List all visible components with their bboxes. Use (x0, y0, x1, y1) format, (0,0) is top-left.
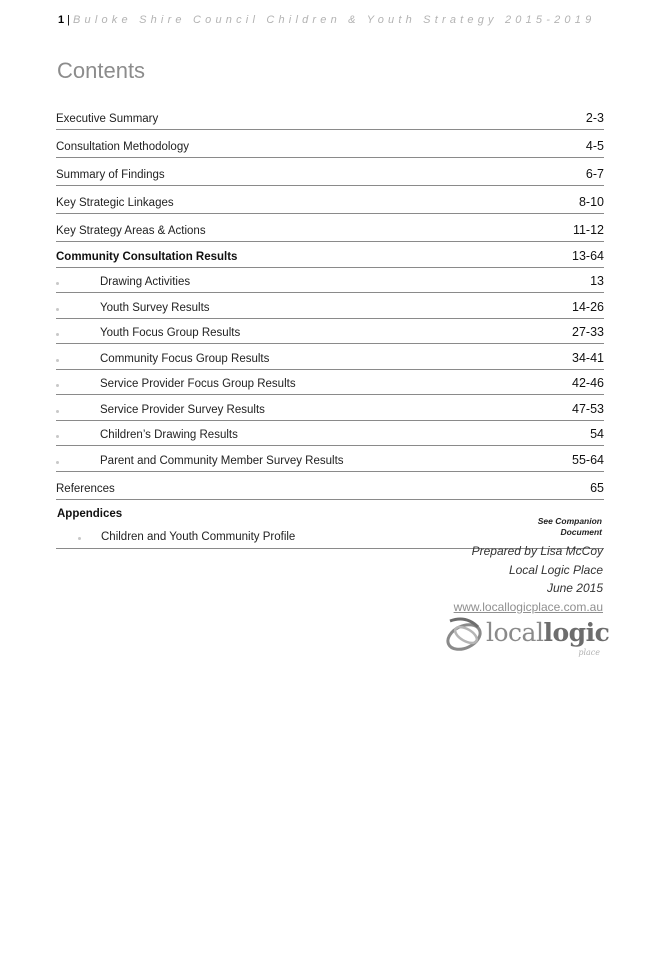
toc-entry-label (56, 302, 210, 314)
toc-row[interactable] (56, 186, 604, 214)
swirl-logo-icon (444, 613, 488, 661)
toc-entry-page: 27-33 (572, 325, 604, 339)
toc-entry-page: 6-7 (585, 167, 604, 181)
toc-entry-label (56, 276, 190, 288)
header-separator: | (67, 14, 70, 26)
organisation: Local Logic Place (508, 562, 603, 577)
toc-row[interactable] (56, 344, 604, 370)
toc-row[interactable] (56, 130, 604, 158)
website-link[interactable]: www.locallogicplace.com.au (453, 599, 603, 614)
toc-row[interactable] (56, 370, 604, 396)
toc-entry-text: Youth Focus Group Results (100, 327, 241, 339)
appendix-item[interactable] (78, 531, 295, 543)
toc-entry-text: Children’s Drawing Results (100, 429, 238, 441)
toc-row[interactable] (56, 214, 604, 242)
toc-entry-text: Drawing Activities (100, 276, 191, 288)
toc-entry-label: References (56, 482, 115, 495)
logo-wordmark (486, 618, 609, 647)
toc-entry-label (56, 327, 240, 339)
toc-entry-label (56, 378, 296, 390)
toc-row[interactable] (56, 102, 604, 130)
toc-entry-label: Consultation Methodology (56, 141, 189, 153)
header-title: Buloke Shire Council Children & Youth Strategy 2015-2019 (72, 14, 596, 26)
table-of-contents (56, 102, 604, 549)
toc-entry-page: 13 (590, 274, 604, 288)
page-header (58, 14, 595, 26)
page-number: 1 (58, 14, 65, 26)
logo-tag: place (578, 648, 600, 657)
toc-row[interactable] (56, 319, 604, 345)
prepared-by: Prepared by Lisa McCoy (471, 544, 603, 558)
toc-row[interactable] (56, 242, 604, 268)
toc-entry-page: 13-64 (572, 248, 604, 263)
toc-row[interactable] (56, 446, 604, 472)
toc-entry-label (56, 455, 344, 467)
toc-rows (56, 102, 604, 500)
toc-entry-page: 4-5 (585, 139, 604, 153)
toc-row[interactable] (56, 472, 604, 500)
toc-entry-label: Key Strategic Linkages (56, 197, 174, 209)
appendices-label: Appendices (57, 507, 123, 520)
toc-row[interactable] (56, 421, 604, 447)
toc-entry-page: 11-12 (572, 223, 604, 237)
toc-entry-text: Community Focus Group Results (100, 352, 270, 365)
toc-entry-page: 14-26 (572, 299, 604, 314)
toc-entry-page: 55-64 (572, 452, 604, 467)
toc-entry-label (56, 353, 269, 365)
toc-entry-text: Service Provider Survey Results (100, 403, 265, 416)
toc-entry-page: 47-53 (572, 401, 604, 416)
toc-entry-label: Summary of Findings (56, 169, 165, 181)
toc-entry-page: 2-3 (585, 111, 604, 125)
toc-entry-label: Community Consultation Results (56, 250, 238, 263)
locallogic-logo (444, 611, 610, 663)
page-title: Contents (57, 58, 146, 83)
date: June 2015 (546, 581, 603, 595)
toc-entry-text: Service Provider Focus Group Results (100, 378, 296, 390)
toc-row[interactable] (56, 158, 604, 186)
toc-entry-text: Youth Survey Results (100, 301, 210, 314)
toc-row[interactable] (56, 395, 604, 421)
toc-entry-label: Executive Summary (56, 113, 159, 125)
credits (454, 542, 603, 616)
toc-entry-page: 42-46 (572, 376, 604, 390)
toc-entry-label (56, 404, 265, 416)
toc-entry-page: 65 (590, 480, 604, 495)
appendix-item-label: Children and Youth Community Profile (101, 530, 296, 543)
toc-entry-page: 8-10 (578, 195, 604, 209)
toc-entry-label: Key Strategy Areas & Actions (56, 225, 206, 237)
toc-entry-label (56, 429, 238, 441)
logo-word-light: local (486, 618, 544, 647)
companion-line2: Document (560, 526, 602, 537)
logo-word-bold: logic (543, 618, 610, 647)
toc-entry-text: Parent and Community Member Survey Results (100, 454, 344, 467)
toc-entry-page: 54 (590, 427, 604, 441)
toc-row[interactable] (56, 268, 604, 294)
companion-line1: See Companion (537, 515, 602, 526)
toc-entry-page: 34-41 (572, 350, 604, 365)
companion-note (538, 516, 602, 538)
toc-row[interactable] (56, 293, 604, 319)
